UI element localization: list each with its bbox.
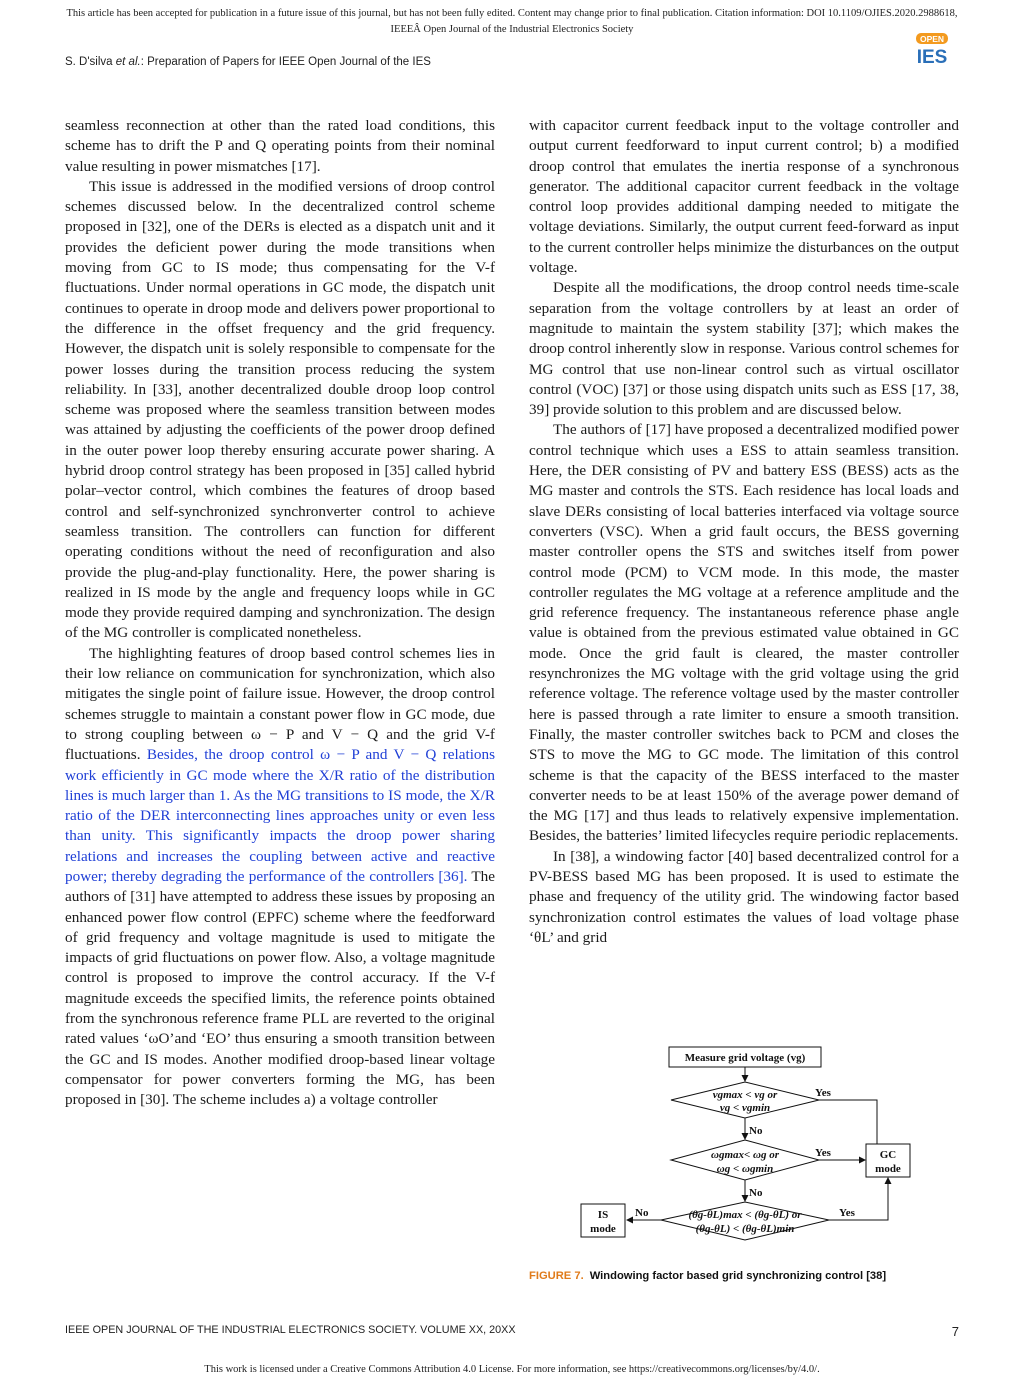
highlighted-revision-text: Besides, the droop control ω − P and V − Q relations work efficiently in GC mode where the X/R ratio of the distribution lines is much larger than 1. As the MG transitions to IS mode, the X/R ratio of the DER interconnecting lines approaches unity or even less than unity. This significantly impacts the droop power sharing relations and increases the coupling between active and reactive power; thereby degrading the performance of the controllers [36]. [65,746,496,885]
decision-1-yes: Yes [815,1087,831,1099]
is-mode-line-2: mode [590,1223,616,1235]
decision-1-line-2: vg < vgmin [719,1102,771,1114]
left-paragraph-3-part-1: The highlighting features of droop based control schemes lies in their low reliance on communication for synchronization, which also mitigates the single point of failure issue. However, the droop control schemes struggle to maintain a constant power flow in GC mode, due to strong coupling between ω − P and V − Q and the grid V-f fluctuations. [65,644,495,764]
decision-3-yes: Yes [839,1207,855,1219]
left-paragraph-3-part-2: The authors of [31] have attempted to address these issues by proposing an enhanced power flow control (EPFC) scheme where the feedforward of grid frequency and voltage magnitude is used to mitigate the impacts of grid fluctuations on power flow. Also, a voltage magnitude control is proposed to improve the control accuracy. If the V-f magnitude exceeds the specified limits, the reference points obtained from the synchronous reference frame PLL are reverted to the original rated values ‘ωO’and ‘EO’ thus ensuring a smooth transition between the GC and IS modes. Another modified droop-based linear voltage compensator for power converters forming the MG, has been proposed in [30]. The scheme includes a) a voltage controller [65,867,495,1109]
running-head [65,56,431,68]
left-paragraph-1: seamless reconnection at other than the rated load conditions, this scheme has to drift the P and Q operating points from their nominal value resulting in power mismatches [17]. [65,117,495,175]
logo-letters: IES [916,47,948,66]
figure-caption [529,1270,886,1282]
open-ies-logo [908,32,956,66]
right-paragraph-2: Despite all the modifications, the droop control needs time-scale separation from the voltage controllers by at least an order of magnitude to maintain the system stability [37]; which makes the droop control inherently slow in response. Various control schemes for MG control that use non-linear control such as virtual oscillator control (VOC) [37] or those using dispatch units such as ESS [17, 38, 39] provide solution to this problem and are discussed below. [529,279,959,419]
decision-2-line-1: ωgmax< ωg or [710,1149,780,1161]
right-column [529,116,959,948]
gc-mode-line-1: GC [879,1149,897,1161]
figure-caption-text: Windowing factor based grid synchronizing control [38] [589,1270,887,1282]
page-number: 7 [951,1324,959,1339]
is-mode-line-1: IS [597,1209,609,1221]
decision-2-yes: Yes [815,1147,831,1159]
license-notice: This work is licensed under a Creative Commons Attribution 4.0 License. For more information, see https://creativecommons.org/licenses/by/4.0/. [204,1364,820,1375]
notice-line-2: IEEEÂ Open Journal of the Industrial Electronics Society [390,24,634,35]
measure-grid-voltage-label: Measure grid voltage (vg) [684,1052,806,1064]
figure-caption-label: FIGURE 7. [529,1270,584,1282]
gc-mode-line-2: mode [875,1163,901,1175]
page-footer [65,1324,959,1339]
right-paragraph-4: In [38], a windowing factor [40] based decentralized control for a PV-BESS based MG has been proposed. It is used to estimate the phase and frequency of the utility grid. The windowing factor based synchronization control estimates the values of load voltage phase ‘θL’ and grid [529,847,959,946]
running-head-etal: et al. [115,56,141,68]
right-paragraph-1: with capacitor current feedback input to the voltage controller and output current feedforward to input current control; b) a modified droop control that emulates the inertia response of a synchronous generator. The additional capacitor current feedback in the voltage control loop provides additional damping needed to mitigate the voltage deviations. Similarly, the output current feed-forward as input to the current controller helps minimize the disturbances on the output voltage. [529,117,959,277]
left-paragraph-3 [65,644,495,1111]
right-paragraph-3: The authors of [17] have proposed a decentralized modified power control technique which uses a ESS to attain seamless transition. Here, the DER consisting of PV and battery ESS (BESS) acts as the MG master and controls the STS. Each residence has local loads and slave DERs consisting of local batteries interfaced via voltage source converters (VSC). When a grid fault occurs, the BESS governing master controller opens the STS and switches itself from power control mode (PCM) to VCM mode. In this mode, the master controller regulates the MG voltage at a reference amplitude and the grid reference frequency. The instantaneous reference phase angle value is obtained from the previous estimated value obtained in GC mode. Once the grid fault is cleared, the master controller resynchronizes the MG voltage with the grid voltage using the grid reference voltage. The reference voltage used by the master controller here is passed through a rate limiter to ensure a smooth transition. Finally, the master controller switches back to PCM and closes the STS to move the MG to GC mode. The limitation of this control scheme is that the capacity of the BESS interfaced to the master converter needs to be at least 150% of the average power demand of the MG [17] and thus leads to relatively expensive implementation. Besides, the batteries’ limited lifecycles require periodic replacements. [529,421,959,845]
running-head-author: S. D'silva [65,56,116,68]
running-head-title: : Preparation of Papers for IEEE Open Journal of the IES [140,56,431,68]
decision-1-no: No [749,1125,763,1137]
decision-1-line-1: vgmax < vg or [712,1089,778,1101]
decision-2-no: No [749,1187,763,1199]
decision-3-no: No [635,1207,649,1219]
flowchart-diagram [529,1044,959,1254]
logo-word: OPEN [919,34,945,44]
footer-journal: IEEE OPEN JOURNAL OF THE INDUSTRIAL ELECTRONICS SOCIETY. VOLUME XX, 20XX [65,1324,516,1336]
notice-line-1: This article has been accepted for publication in a future issue of this journal, but has not been fully edited. Content may change prior to final publication. Citation information: DOI 10.1109/OJIES.2020.2988618, [66,8,958,19]
decision-2-line-2: ωg < ωgmin [716,1163,774,1175]
publication-notice [0,6,1024,38]
left-paragraph-2: This issue is addressed in the modified versions of droop control schemes discussed below. In the decentralized control scheme proposed in [32], one of the DERs is elected as a dispatch unit and it provides the deficient power during the mode transitions when moving from GC to IS mode; thus compensating for the V-f fluctuations. Under normal operations in GC mode, the dispatch unit continues to operate in droop mode and delivers power proportional to the difference in the offset frequency and the grid frequency. However, the dispatch unit is solely responsible to compensate for the power losses during the transition process reducing the system reliability. In [33], another decentralized double droop loop control scheme was proposed where the seamless transition between modes was attained by adjusting the coefficients of the power droop defined in the outer power loop thereby ensuring accurate power sharing. A hybrid droop control strategy has been proposed in [35] called hybrid polar–vector control, which combines the features of droop based control and self-synchronized synchronverter control to achieve seamless transition. The controllers can function for different operating conditions without the need of reconfiguration and also provide the plug-and-play functionality. Here, the power sharing is realized in IS mode by the angle and frequency loops while in GC mode they provide required damping and synchronization. The design of the MG controller is complicated nonetheless. [65,177,495,642]
figure-7-flowchart [529,1044,959,1274]
decision-3-line-1: (θg-θL)max < (θg-θL) or [688,1209,802,1221]
decision-3-line-2: (θg-θL) < (θg-θL)min [695,1223,795,1235]
left-column [65,116,495,1111]
